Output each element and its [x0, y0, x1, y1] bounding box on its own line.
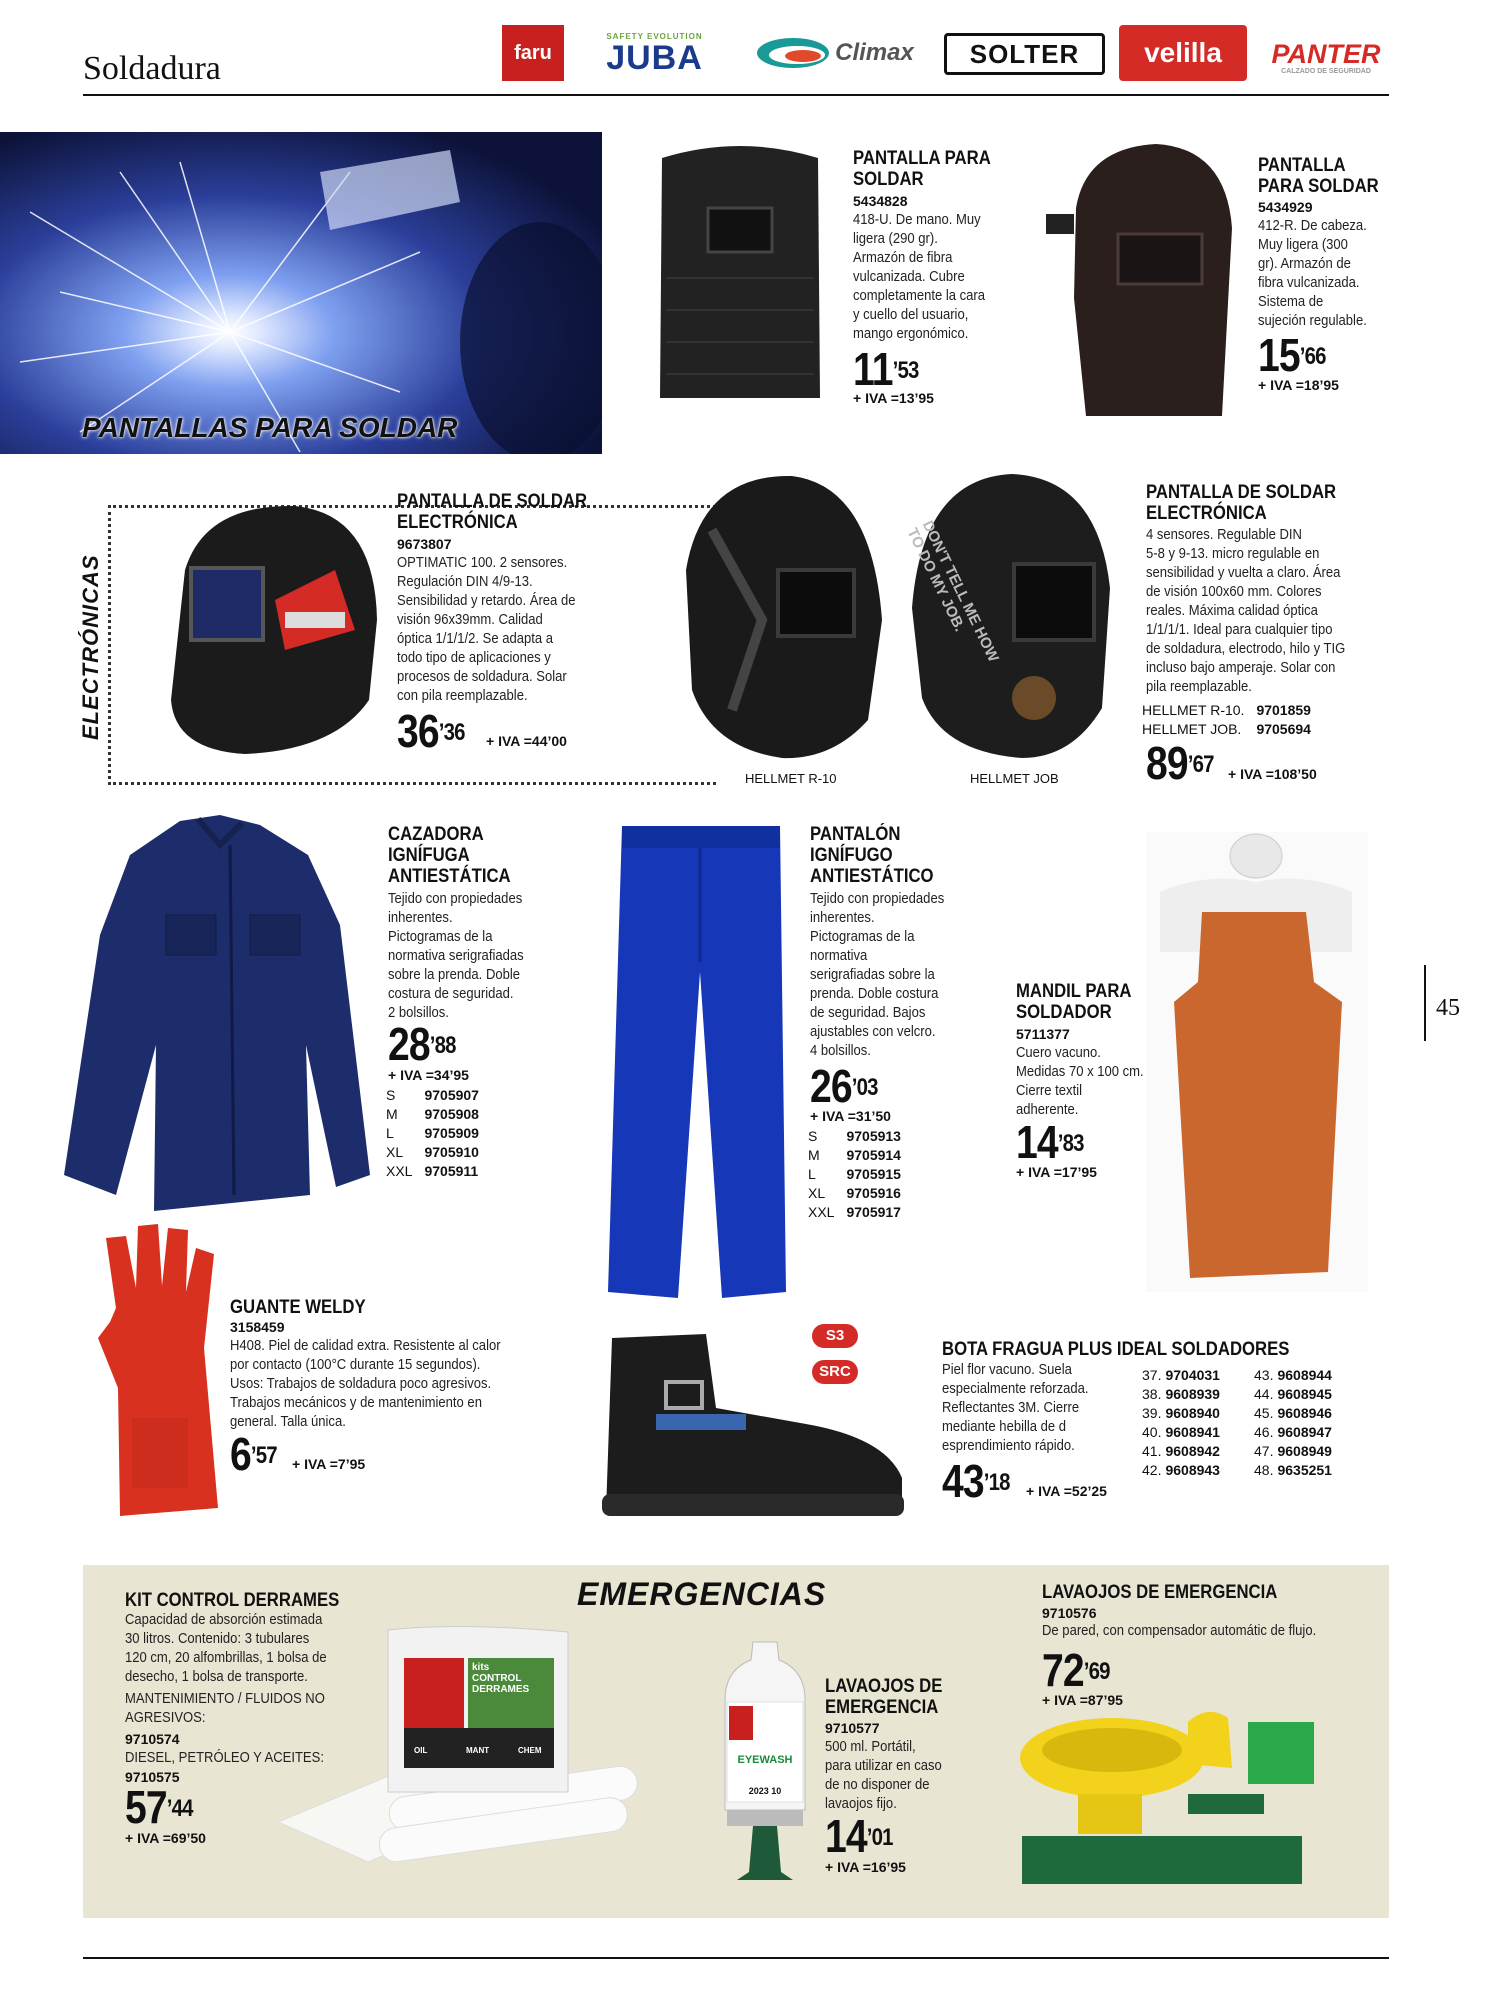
- optimatic-name: PANTALLA DE SOLDAR ELECTRÓNICA: [397, 491, 588, 533]
- kit-desc: Capacidad de absorción estimada 30 litros. Contenido: 3 tubulares 120 cm, 20 alfombrillas, 1 bolsa de desecho, 1 bolsa de transporte.: [125, 1612, 327, 1685]
- brand-logo-faru: [502, 25, 564, 81]
- spill-kit-icon: [278, 1622, 658, 1862]
- size-label: S: [386, 1087, 396, 1103]
- hellmet-job-image: [902, 468, 1116, 762]
- kit-name: KIT CONTROL DERRAMES: [125, 1590, 340, 1611]
- variant-label: HELLMET R-10.: [1142, 702, 1245, 718]
- head-shield-icon: [1046, 138, 1242, 420]
- price-int: 11: [853, 343, 893, 395]
- trousers-icon: [604, 822, 788, 1302]
- guante-name: GUANTE WELDY: [230, 1297, 366, 1318]
- size-label: 44.: [1254, 1386, 1274, 1402]
- size-label: M: [808, 1147, 820, 1163]
- variant-code: 9705694: [1256, 721, 1311, 737]
- pantalla-cabeza-desc: 412-R. De cabeza. Muy ligera (300 gr). Armazón de fibra vulcanizada. Sistema de sujeción regulable.: [1258, 218, 1367, 329]
- brand-panter-sub: CALZADO DE SEGURIDAD: [1281, 67, 1371, 75]
- size-code: 9608943: [1165, 1462, 1220, 1478]
- optimatic-helmet-image: [165, 500, 383, 758]
- emergencias-title: EMERGENCIAS: [577, 1576, 827, 1612]
- mandil-name: MANDIL PARA SOLDADOR: [1016, 981, 1132, 1023]
- wall-eyewash-icon: [1018, 1694, 1318, 1890]
- size-row: [1254, 1385, 1344, 1404]
- size-label: 40.: [1142, 1424, 1162, 1440]
- bota-name: BOTA FRAGUA PLUS IDEAL SOLDADORES: [942, 1339, 1290, 1360]
- guante-desc: H408. Piel de calidad extra. Resistente al calor por contacto (100°C durante 15 segundos). Usos: Trabajos de soldadura poco agresivos. Trabajos mecánicos y de mantenimiento en general. Talla única.: [230, 1338, 501, 1430]
- size-row: [386, 1105, 491, 1124]
- price-int: 6: [230, 1428, 251, 1480]
- size-row: [386, 1143, 491, 1162]
- size-row: [1142, 1423, 1232, 1442]
- size-label: XXL: [808, 1204, 835, 1220]
- price-int: 43: [942, 1455, 984, 1507]
- price-dec: ’44: [166, 1795, 193, 1822]
- price-dec: ’01: [866, 1824, 893, 1851]
- kit-iva: + IVA =69’50: [125, 1830, 206, 1846]
- bota-price: [942, 1455, 1010, 1507]
- lavaojos2-name: LAVAOJOS DE EMERGENCIA: [1042, 1582, 1278, 1603]
- size-code: 9608949: [1277, 1443, 1332, 1459]
- size-row: [386, 1086, 491, 1105]
- size-label: 47.: [1254, 1443, 1274, 1459]
- size-label: 41.: [1142, 1443, 1162, 1459]
- variant-code: 9701859: [1256, 702, 1311, 718]
- footer-rule: [83, 1957, 1389, 1959]
- apron-image: [1146, 832, 1368, 1292]
- size-label: 45.: [1254, 1405, 1274, 1421]
- brand-logo-juba: [582, 25, 727, 81]
- hand-shield-icon: [652, 138, 828, 402]
- brand-logo-panter: [1262, 34, 1390, 80]
- cazadora-desc: Tejido con propiedades inherentes. Pictogramas de la normativa serigrafiadas sobre la prenda. Doble costura de seguridad. 2 bolsillos.: [388, 891, 524, 1021]
- size-label: 48.: [1254, 1462, 1274, 1478]
- hellmet-r10-image: [672, 470, 888, 762]
- price-dec: ’57: [250, 1442, 277, 1469]
- size-code: 9635251: [1277, 1462, 1332, 1478]
- brand-panter-text: PANTER: [1271, 38, 1381, 69]
- guante-price: [230, 1428, 277, 1480]
- bota-sizes-right: [1254, 1366, 1344, 1480]
- size-label: S: [808, 1128, 818, 1144]
- brand-logo-velilla: [1119, 25, 1247, 81]
- boot-image: [596, 1328, 908, 1524]
- size-row: [1142, 1442, 1232, 1461]
- glove-image: [96, 1218, 222, 1518]
- hellmet-desc: 4 sensores. Regulable DIN 5-8 y 9-13. micro regulable en sensibilidad y vuelta a claro. Área de visión 100x60 mm. Colores reales. Máxima calidad óptica 1/1/1/1. Ideal para cualquier tipo de soldadura, electrodo, hilo y TIG incluso bajo amperaje. Solar con pila reemplazable.: [1146, 527, 1346, 695]
- lavaojos2-price: [1042, 1644, 1110, 1696]
- size-row: [1142, 1366, 1232, 1385]
- size-code: 9705911: [424, 1163, 479, 1179]
- kit-variant2-code: 9710575: [125, 1769, 180, 1785]
- pantalla-mano-iva: + IVA =13’95: [853, 390, 934, 406]
- boot-icon: [596, 1328, 908, 1524]
- mandil-code: 5711377: [1016, 1026, 1070, 1042]
- kit-variant1-label: MANTENIMIENTO / FLUIDOS NO AGRESIVOS:: [125, 1691, 325, 1726]
- price-dec: ’67: [1187, 751, 1214, 778]
- spill-kit-label-chem: CHEM: [518, 1746, 542, 1755]
- size-row: [808, 1127, 913, 1146]
- mandil-price: [1016, 1116, 1084, 1168]
- spill-kit-label-mant: MANT: [466, 1746, 490, 1755]
- optimatic-price: [397, 705, 465, 757]
- pantalla-cabeza-code: 5434929: [1258, 199, 1313, 215]
- size-code: 9705914: [846, 1147, 901, 1163]
- size-label: 39.: [1142, 1405, 1162, 1421]
- size-code: 9608947: [1277, 1424, 1332, 1440]
- brand-juba-sub: SAFETY EVOLUTION: [606, 31, 703, 41]
- badge-s3: S3: [812, 1324, 858, 1348]
- jacket-icon: [60, 815, 374, 1215]
- price-dec: ’88: [429, 1032, 456, 1059]
- price-int: 15: [1258, 329, 1300, 381]
- page-number: 45: [1436, 995, 1460, 1021]
- size-row: [386, 1162, 491, 1181]
- size-code: 9608941: [1165, 1424, 1220, 1440]
- size-label: 42.: [1142, 1462, 1162, 1478]
- pantalon-price: [810, 1060, 878, 1112]
- brand-climax-text: Climax: [835, 39, 914, 66]
- price-int: 14: [825, 1810, 867, 1862]
- brand-faru-text: faru: [514, 41, 552, 64]
- size-code: 9608939: [1165, 1386, 1220, 1402]
- glove-icon: [96, 1218, 222, 1518]
- electronicas-label: ELECTRÓNICAS: [78, 554, 103, 740]
- spill-kit-label-oil: OIL: [414, 1746, 428, 1755]
- pantalon-iva: + IVA =31’50: [810, 1108, 891, 1124]
- price-int: 36: [397, 705, 439, 757]
- hellmet-job-icon: [902, 468, 1116, 762]
- brand-velilla-text: velilla: [1144, 37, 1222, 68]
- hellmet-iva: + IVA =108’50: [1228, 766, 1317, 782]
- lavaojos1-price: [825, 1810, 893, 1862]
- lavaojos2-code: 9710576: [1042, 1605, 1097, 1621]
- pantalla-mano-desc: 418-U. De mano. Muy ligera (290 gr). Armazón de fibra vulcanizada. Cubre completamente la cara y cuello del usuario, mango ergonómico.: [853, 212, 986, 342]
- mandil-iva: + IVA =17’95: [1016, 1164, 1097, 1180]
- hand-shield-image: [652, 138, 828, 402]
- size-code: 9608946: [1277, 1405, 1332, 1421]
- hellmet-r10-icon: [672, 470, 888, 762]
- cazadora-price: [388, 1018, 456, 1070]
- jacket-image: [60, 815, 374, 1215]
- price-dec: ’18: [983, 1469, 1010, 1496]
- size-label: XL: [808, 1185, 826, 1201]
- lavaojos1-iva: + IVA =16’95: [825, 1859, 906, 1875]
- hellmet-job-caption: HELLMET JOB: [970, 771, 1059, 786]
- pantalon-sizes: [808, 1127, 913, 1222]
- brand-logo-climax: [742, 32, 927, 74]
- welding-sparks-icon: [0, 132, 602, 454]
- size-row: [1254, 1404, 1344, 1423]
- wall-eyewash-image: [1018, 1694, 1318, 1890]
- cazadora-sizes: [386, 1086, 491, 1181]
- hellmet-job-helmet-text: DON'T TELL ME HOW TO DO MY JOB.: [903, 518, 1002, 665]
- size-code: 9705916: [846, 1185, 901, 1201]
- mandil-desc: Cuero vacuno. Medidas 70 x 100 cm. Cierre textil adherente.: [1016, 1045, 1144, 1118]
- size-code: 9704031: [1165, 1367, 1220, 1383]
- price-int: 28: [388, 1018, 430, 1070]
- optimatic-helmet-icon: [165, 500, 383, 758]
- size-row: [808, 1203, 913, 1222]
- size-label: 46.: [1254, 1424, 1274, 1440]
- size-row: [1254, 1442, 1344, 1461]
- kit-price: [125, 1781, 193, 1833]
- size-row: [1142, 1461, 1232, 1480]
- lavaojos1-code: 9710577: [825, 1720, 880, 1736]
- size-code: 9705907: [424, 1087, 479, 1103]
- size-code: 9705908: [424, 1106, 479, 1122]
- bota-iva: + IVA =52’25: [1026, 1483, 1107, 1499]
- size-code: 9608944: [1277, 1367, 1332, 1383]
- hellmet-name: PANTALLA DE SOLDAR ELECTRÓNICA: [1146, 482, 1337, 524]
- size-row: [1254, 1366, 1344, 1385]
- size-code: 9705915: [846, 1166, 901, 1182]
- optimatic-iva: + IVA =44’00: [486, 733, 567, 749]
- page-title: Soldadura: [83, 50, 221, 87]
- size-label: L: [808, 1166, 816, 1182]
- pantalla-mano-code: 5434828: [853, 193, 908, 209]
- eyewash-bottle-label: EYEWASH: [737, 1754, 793, 1766]
- trousers-image: [604, 822, 788, 1302]
- size-code: 9705917: [846, 1204, 901, 1220]
- size-code: 9705909: [424, 1125, 479, 1141]
- climax-swoosh-icon: [755, 34, 835, 72]
- price-int: 14: [1016, 1116, 1058, 1168]
- price-dec: ’83: [1057, 1130, 1084, 1157]
- variant-label: HELLMET JOB.: [1142, 721, 1242, 737]
- pantalla-cabeza-price: [1258, 329, 1326, 381]
- head-shield-image: [1046, 138, 1242, 420]
- brand-solter-text: SOLTER: [969, 38, 1080, 69]
- bota-sizes-left: [1142, 1366, 1232, 1480]
- spill-kit-bag-text: kits CONTROL DERRAMES: [472, 1662, 530, 1695]
- eyewash-bottle-image: [723, 1640, 807, 1888]
- size-row: [1142, 1385, 1232, 1404]
- cazadora-iva: + IVA =34’95: [388, 1067, 469, 1083]
- hellmet-price: [1146, 737, 1214, 789]
- pantalla-mano-name: PANTALLA PARA SOLDAR: [853, 148, 991, 190]
- size-row: [1254, 1461, 1344, 1480]
- eyewash-bottle-date: 2023 10: [748, 1786, 782, 1796]
- size-row: [808, 1184, 913, 1203]
- hellmet-variants: [1142, 701, 1323, 739]
- kit-variant2-label: DIESEL, PETRÓLEO Y ACEITES:: [125, 1750, 324, 1766]
- size-row: [386, 1124, 491, 1143]
- optimatic-code: 9673807: [397, 536, 452, 552]
- variant-row: [1142, 701, 1323, 720]
- pantalon-desc: Tejido con propiedades inherentes. Pictogramas de la normativa serigrafiadas sobre la prenda. Doble costura de seguridad. Bajos ajustables con velcro. 4 bolsillos.: [810, 891, 945, 1059]
- pantalla-mano-price: [853, 343, 919, 395]
- lavaojos2-desc: De pared, con compensador automátic de flujo.: [1042, 1623, 1317, 1639]
- header-rule: [83, 94, 1389, 96]
- pantalla-cabeza-iva: + IVA =18’95: [1258, 377, 1339, 393]
- size-row: [1254, 1423, 1344, 1442]
- lavaojos1-desc: 500 ml. Portátil, para utilizar en caso de no disponer de lavaojos fijo.: [825, 1739, 942, 1812]
- size-row: [808, 1146, 913, 1165]
- hero-welding-image: [0, 132, 602, 454]
- size-label: XL: [386, 1144, 404, 1160]
- hellmet-r10-caption: HELLMET R-10: [745, 771, 837, 786]
- size-label: 37.: [1142, 1367, 1162, 1383]
- page-number-rule: [1424, 965, 1426, 1041]
- price-dec: ’66: [1299, 343, 1326, 370]
- size-label: M: [386, 1106, 398, 1122]
- size-code: 9608942: [1165, 1443, 1220, 1459]
- optimatic-desc: OPTIMATIC 100. 2 sensores. Regulación DIN 4/9-13. Sensibilidad y retardo. Área de visión 96x39mm. Calidad óptica 1/1/1/2. Se adapta a todo tipo de aplicaciones y procesos de soldadura. Solar con pila reemplazable.: [397, 555, 576, 704]
- price-int: 57: [125, 1781, 167, 1833]
- size-label: 43.: [1254, 1367, 1274, 1383]
- price-dec: ’53: [892, 357, 919, 384]
- guante-code: 3158459: [230, 1319, 285, 1335]
- spill-kit-image: [278, 1622, 658, 1862]
- size-code: 9608945: [1277, 1386, 1332, 1402]
- guante-iva: + IVA =7’95: [292, 1456, 366, 1472]
- size-row: [1142, 1404, 1232, 1423]
- size-code: 9705913: [846, 1128, 901, 1144]
- hero-caption: PANTALLAS PARA SOLDAR: [82, 412, 458, 443]
- price-dec: ’03: [851, 1074, 878, 1101]
- size-label: XXL: [386, 1163, 413, 1179]
- brand-logo-solter: [944, 33, 1105, 75]
- lavaojos1-name: LAVAOJOS DE EMERGENCIA: [825, 1676, 943, 1718]
- size-code: 9705910: [424, 1144, 479, 1160]
- price-int: 26: [810, 1060, 852, 1112]
- size-label: L: [386, 1125, 394, 1141]
- cazadora-name: CAZADORA IGNÍFUGA ANTIESTÁTICA: [388, 824, 511, 887]
- size-row: [808, 1165, 913, 1184]
- price-int: 72: [1042, 1644, 1084, 1696]
- size-code: 9608940: [1165, 1405, 1220, 1421]
- price-dec: ’69: [1083, 1658, 1110, 1685]
- badge-src: SRC: [812, 1360, 858, 1384]
- brand-juba-text: JUBA: [606, 38, 703, 77]
- apron-icon: [1146, 832, 1368, 1292]
- pantalla-cabeza-name: PANTALLA PARA SOLDAR: [1258, 155, 1379, 197]
- lavaojos2-iva: + IVA =87’95: [1042, 1692, 1123, 1708]
- price-int: 89: [1146, 737, 1188, 789]
- size-label: 38.: [1142, 1386, 1162, 1402]
- price-dec: ’36: [438, 719, 465, 746]
- kit-variant1-code: 9710574: [125, 1731, 180, 1747]
- pantalon-name: PANTALÓN IGNÍFUGO ANTIESTÁTICO: [810, 824, 934, 887]
- bota-desc: Piel flor vacuno. Suela especialmente reforzada. Reflectantes 3M. Cierre mediante hebilla de d esprendimiento rápido.: [942, 1362, 1089, 1454]
